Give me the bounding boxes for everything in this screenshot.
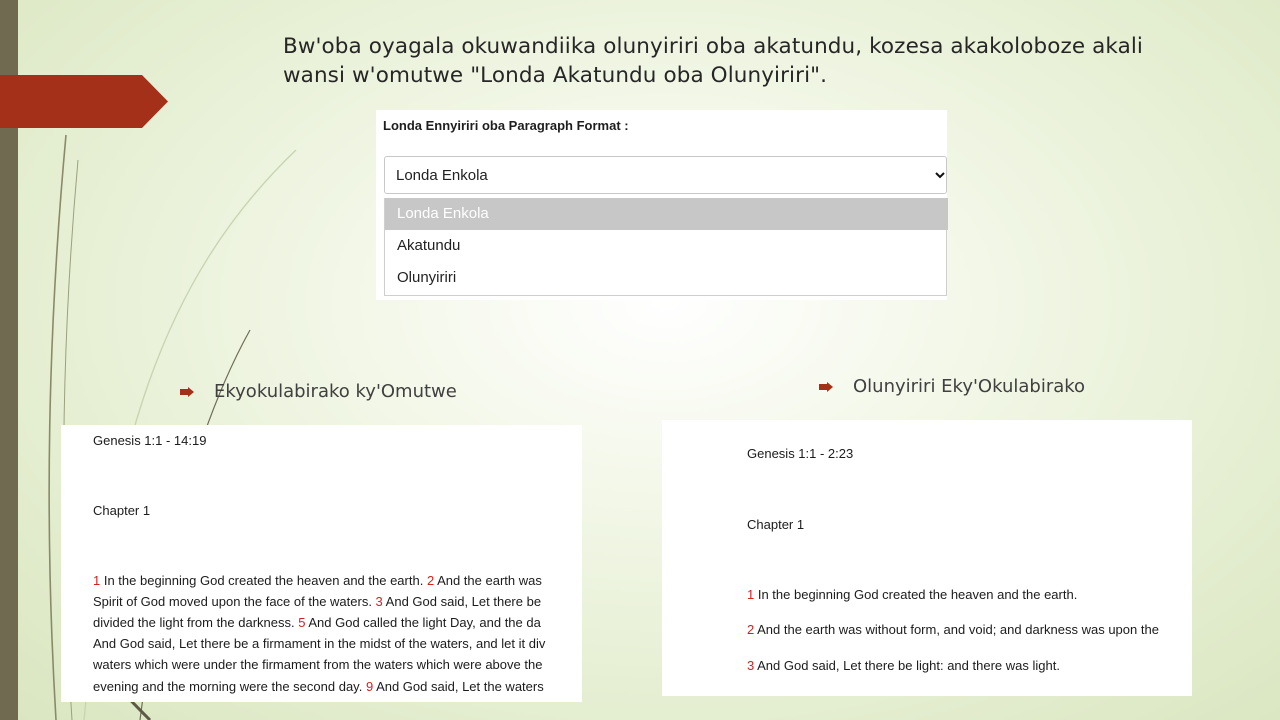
- paragraph-line: [93, 679, 544, 694]
- verse-text: And the earth was without form, and void; and darkness was upon the: [754, 622, 1159, 637]
- verse-text: Spirit of God moved upon the face of the waters.: [93, 594, 376, 609]
- verse-text: And God said, Let there be: [382, 594, 542, 609]
- bullet-paragraph-example: [180, 381, 457, 402]
- verse-number: 1: [747, 587, 755, 602]
- verse-number: 1: [93, 573, 101, 588]
- bullet-verse-label: Olunyiriri Eky'Okulabirako: [853, 376, 1086, 397]
- format-select-panel: [376, 110, 947, 300]
- chapter-heading: Chapter 1: [747, 517, 805, 532]
- verse-text: divided the light from the darkness.: [93, 615, 299, 630]
- format-select[interactable]: [384, 156, 947, 194]
- verse-line: [747, 658, 1060, 673]
- format-option-akatundu[interactable]: Akatundu: [397, 237, 461, 254]
- verse-number: 9: [365, 679, 374, 694]
- format-select-value: Londa Enkola: [396, 167, 488, 184]
- paragraph-line: [93, 657, 542, 672]
- instruction-text: Bw'oba oyagala okuwandiika olunyiriri oba akatundu, kozesa akakoloboze akali wansi w'omutwe "Londa Akatundu oba Olunyiriri".: [283, 34, 1144, 88]
- verse-number: 2: [747, 622, 755, 637]
- passage-reference: Genesis 1:1 - 14:19: [93, 433, 207, 448]
- chapter-heading: Chapter 1: [93, 503, 151, 518]
- format-option-olunyiriri[interactable]: Olunyiriri: [397, 269, 457, 286]
- verse-line: [747, 622, 1159, 637]
- verse-text: And God said, Let there be a firmament in the midst of the waters, and let it div: [93, 636, 546, 651]
- verse-line: [747, 587, 1077, 602]
- verse-text: In the beginning God created the heaven and the earth.: [100, 573, 427, 588]
- verse-text: And the earth was: [434, 573, 542, 588]
- chevron-down-icon: [934, 169, 946, 181]
- verse-text: And God said, Let the waters: [373, 679, 544, 694]
- passage-reference: Genesis 1:1 - 2:23: [747, 446, 854, 461]
- verse-text: And God said, Let there be light: and there was light.: [754, 658, 1060, 673]
- paragraph-line: [93, 636, 545, 651]
- format-option-londa-enkola[interactable]: Londa Enkola: [385, 198, 948, 230]
- paragraph-format-preview: [61, 425, 582, 702]
- paragraph-line: [93, 615, 541, 630]
- verse-number: 3: [375, 594, 383, 609]
- verse-text: In the beginning God created the heaven and the earth.: [754, 587, 1078, 602]
- verse-text: waters which were under the firmament from the waters which were above the: [93, 657, 543, 672]
- bullet-paragraph-label: Ekyokulabirako ky'Omutwe: [214, 381, 457, 402]
- title-arrow-shape: [0, 75, 168, 128]
- arrow-bullet-icon: [180, 387, 194, 397]
- paragraph-line: [93, 594, 541, 609]
- verse-number: 2: [426, 573, 435, 588]
- verse-number: 5: [298, 615, 306, 630]
- arrow-bullet-icon: [819, 382, 833, 392]
- format-dropdown-list: [384, 198, 947, 296]
- paragraph-line: [93, 573, 542, 588]
- verse-text: evening and the morning were the second day.: [93, 679, 366, 694]
- bullet-verse-example: [819, 376, 1085, 397]
- verse-text: And God called the light Day, and the da: [305, 615, 541, 630]
- verse-format-preview: [662, 420, 1192, 696]
- verse-number: 3: [747, 658, 755, 673]
- format-select-label: Londa Ennyiriri oba Paragraph Format :: [383, 118, 629, 133]
